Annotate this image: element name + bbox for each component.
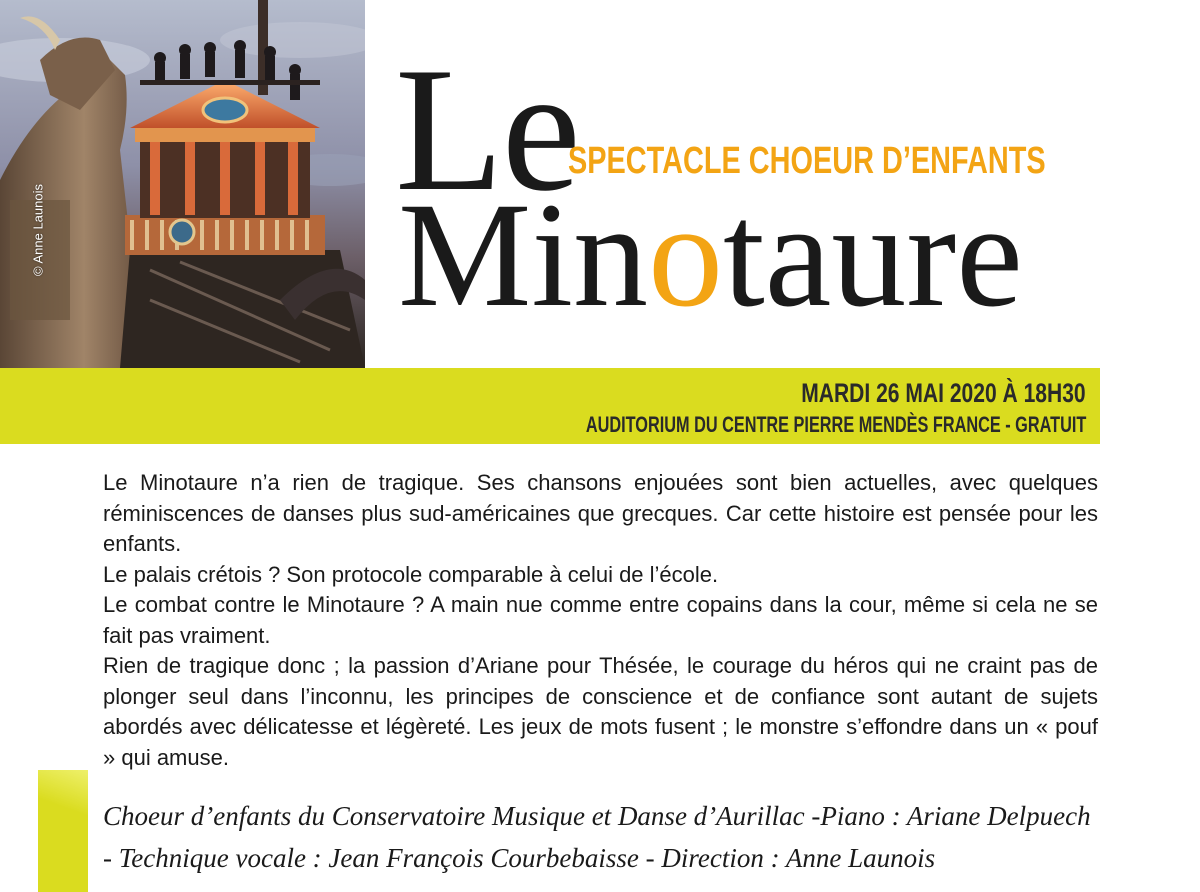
credits-line-1: Choeur d’enfants du Conservatoire Musique et Danse d’Aurillac -Piano : Ariane Delpuech (103, 801, 1091, 831)
description (103, 468, 1098, 773)
photo-credit: © Anne Launois (30, 184, 46, 276)
event-place: AUDITORIUM DU CENTRE PIERRE MENDÈS FRANCE - GRATUIT (585, 412, 1086, 437)
credits (103, 795, 1163, 879)
subtitle: SPECTACLE CHOEUR D’ENFANTS (568, 140, 1046, 182)
description-paragraph: Le palais crétois ? Son protocole comparable à celui de l’école. (103, 561, 719, 587)
credits-line-2: - Technique vocale : Jean François Courbebaisse - Direction : Anne Launois (103, 843, 936, 873)
title-line-2-start: Min (398, 172, 649, 338)
event-band (0, 368, 1100, 444)
title-line-2 (398, 172, 1023, 338)
title-line-2-end: taure (723, 172, 1023, 338)
description-paragraph: Le Minotaure n’a rien de tragique. Ses chansons enjouées sont bien actuelles, avec quelques réminiscences de danses plus sud-américaines que grecques. Car cette histoire est pensée pour les enfants. (103, 470, 1098, 556)
title-accent-letter: o (648, 172, 724, 338)
decorative-mark (38, 770, 88, 892)
title-line-1: Le (395, 30, 579, 228)
event-date: MARDI 26 MAI 2020 À 18H30 (801, 378, 1086, 408)
description-paragraph: Rien de tragique donc ; la passion d’Ariane pour Thésée, le courage du héros qui ne craint pas de plonger seul dans l’inconnu, les principes de conscience et de confiance sont autant de sujets abordés avec délicatesse et légèreté. Les jeux de mots fusent ; le monstre s’effondre dans un « pouf » qui amuse. (103, 653, 1098, 770)
minotaur-photo (0, 0, 365, 368)
description-paragraph: Le combat contre le Minotaure ? A main nue comme entre copains dans la cour, même si cela ne se fait pas vraiment. (103, 592, 1098, 648)
minotaur-illustration (0, 0, 365, 368)
